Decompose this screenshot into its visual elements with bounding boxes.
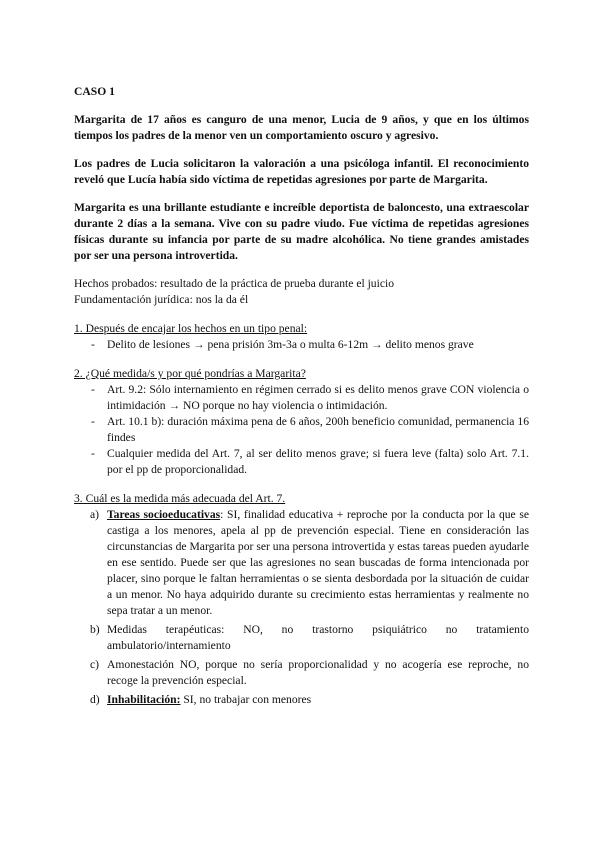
question-2-heading: 2. ¿Qué medida/s y por qué pondrías a Margarita? [74,367,306,380]
case-paragraph-1: Margarita de 17 años es canguro de una menor, Lucia de 9 años, y que en los últimos tiempos los padres de la menor ven un comportamiento oscuro y agresivo. [74,113,529,142]
note-hechos: Hechos probados: resultado de la práctica de prueba durante el juicio [74,277,394,290]
question-2-list [74,382,529,478]
list-item [90,507,529,619]
question-3-heading: 3. Cuál es la medida más adecuada del Art. 7. [74,492,286,505]
question-1-list [74,337,529,353]
measure-text: Amonestación NO, porque no sería proporcionalidad y no acogería ese reproche, no recoge la prevención especial. [107,658,529,687]
case-paragraph-2: Los padres de Lucia solicitaron la valoración a una psicóloga infantil. El reconocimiento reveló que Lucía había sido víctima de repetidas agresiones por parte de Margarita. [74,157,529,186]
case-title: CASO 1 [74,85,115,98]
measure-label: Inhabilitación: [107,693,181,706]
measure-text: : SI, finalidad educativa + reproche por la conducta por la que se castiga a los menores, apela al pp de prevención especial. Tiene en consideración las circunstancias de Margarita por ser una persona introvertida y estas tareas pueden ayudarle en ese sentido. Puede ser que las agresiones no sean buscadas de forma intencionada por placer, sino porque le faltan herramientas o se sienta desbordada por la situación de cuidar a un menor. No haya adquirido durante su crecimiento estas herramientas y realmente no sepa tratar a un menor. [107,508,529,617]
list-item: - Delito de lesiones → pena prisión 3m-3a o multa 6-12m → delito menos grave [91,337,529,353]
question-1-heading: 1. Después de encajar los hechos en un tipo penal: [74,322,308,335]
list-item: - Cualquier medida del Art. 7, al ser delito menos grave; si fuera leve (falta) solo Art. 7.1. por el pp de proporcionalidad. [91,446,529,478]
measure-text: Medidas terapéuticas: NO, no trastorno psiquiátrico no tratamiento ambulatorio/internamiento [107,623,529,652]
list-marker: d) [90,693,100,706]
list-item: - Art. 10.1 b): duración máxima pena de 6 años, 200h beneficio comunidad, permanencia 16 findes [91,414,529,446]
list-item [90,657,529,689]
list-item [90,622,529,654]
list-marker: a) [90,508,100,521]
list-item [90,692,529,708]
question-3-list [74,507,529,708]
list-marker: b) [90,623,100,636]
note-fundamentacion: Fundamentación jurídica: nos la da él [74,293,249,306]
list-marker: c) [90,658,100,671]
list-item: - Art. 9.2: Sólo internamiento en régimen cerrado si es delito menos grave CON violencia o intimidación → NO porque no hay violencia o intimidación. [91,382,529,414]
measure-label: Tareas socioeducativas [107,508,221,521]
measure-text: SI, no trabajar con menores [180,693,312,706]
document-content [74,84,529,711]
case-paragraph-3: Margarita es una brillante estudiante e increíble deportista de baloncesto, una extraescolar durante 2 días a la semana. Vive con su padre viudo. Fue víctima de repetidas agresiones físicas durante su infancia por parte de su madre alcohólica. No tiene grandes amistades por ser una persona introvertida. [74,201,529,262]
